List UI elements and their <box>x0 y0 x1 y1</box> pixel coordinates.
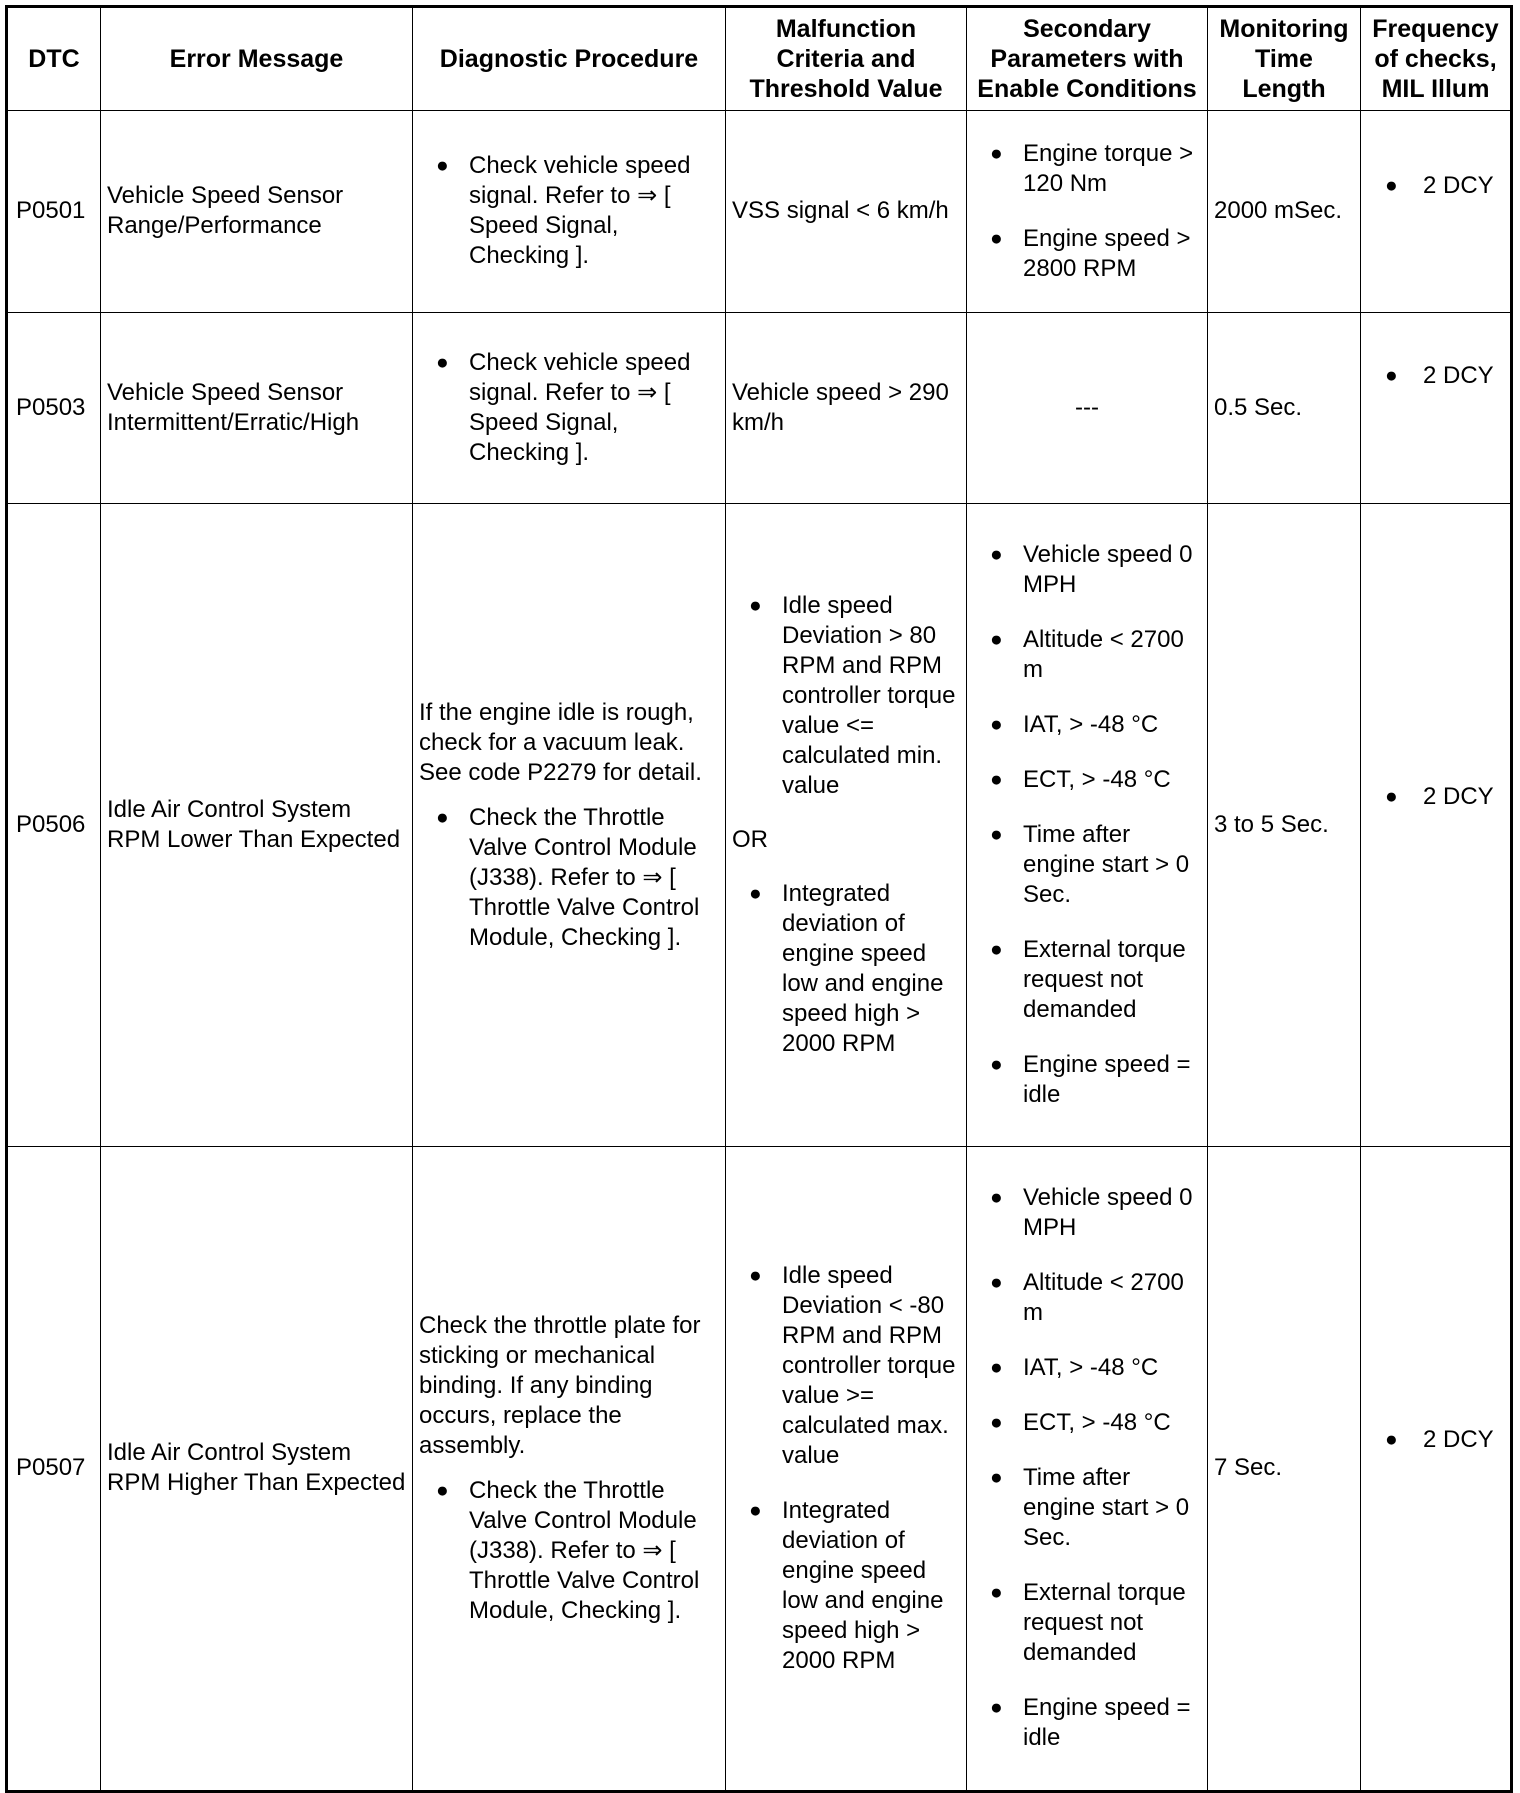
table-row <box>7 1146 1512 1791</box>
criteria-bullet: ● Integrated deviation of engine speed low and engine speed high > 2000 RPM <box>732 879 960 1059</box>
secondary-item: ● Altitude < 2700 m <box>973 1268 1201 1328</box>
criteria-bullet: ● Idle speed Deviation > 80 RPM and RPM controller torque value <= calculated min. value <box>732 591 960 801</box>
monitoring-time: 2000 mSec. <box>1208 111 1361 313</box>
dtc-code: P0503 <box>7 312 101 503</box>
error-message: Vehicle Speed Sensor Range/Performance <box>101 111 413 313</box>
procedure-bullet: ● Check vehicle speed signal. Refer to ⇒ [ Speed Signal, Checking ]. <box>419 348 719 468</box>
dtc-code: P0506 <box>7 504 101 1147</box>
frequency-cell <box>1361 504 1512 1147</box>
diagnostic-procedure <box>413 504 726 1147</box>
dtc-table <box>5 5 1513 1793</box>
secondary-item: ● ECT, > -48 °C <box>973 765 1201 795</box>
secondary-parameters <box>967 111 1208 313</box>
secondary-item: ● ECT, > -48 °C <box>973 1408 1201 1438</box>
table-row <box>7 111 1512 313</box>
diagnostic-procedure <box>413 1146 726 1791</box>
error-message: Idle Air Control System RPM Higher Than Expected <box>101 1146 413 1791</box>
table-row <box>7 312 1512 503</box>
secondary-item: ● Time after engine start > 0 Sec. <box>973 1463 1201 1553</box>
frequency-value: ● 2 DCY <box>1367 782 1494 812</box>
secondary-item: ● External torque request not demanded <box>973 1578 1201 1668</box>
secondary-item: ● Engine torque > 120 Nm <box>973 139 1201 199</box>
secondary-item: ● Engine speed = idle <box>973 1693 1201 1753</box>
malfunction-criteria <box>726 1146 967 1791</box>
criteria-bullet: ● Integrated deviation of engine speed low and engine speed high > 2000 RPM <box>732 1496 960 1676</box>
monitoring-time: 7 Sec. <box>1208 1146 1361 1791</box>
table-row <box>7 504 1512 1147</box>
secondary-item: ● Engine speed > 2800 RPM <box>973 224 1201 284</box>
frequency-value: ● 2 DCY <box>1367 1425 1494 1455</box>
secondary-item: ● IAT, > -48 °C <box>973 1353 1201 1383</box>
procedure-bullet: ● Check vehicle speed signal. Refer to ⇒ [ Speed Signal, Checking ]. <box>419 151 719 271</box>
criteria-joiner: OR <box>732 826 768 853</box>
secondary-item: ● Time after engine start > 0 Sec. <box>973 820 1201 910</box>
error-message: Idle Air Control System RPM Lower Than Expected <box>101 504 413 1147</box>
header-secondary-parameters: Secondary Parameters with Enable Conditions <box>967 7 1208 111</box>
secondary-item: ● Vehicle speed 0 MPH <box>973 540 1201 600</box>
diagnostic-procedure <box>413 312 726 503</box>
secondary-parameters <box>967 1146 1208 1791</box>
procedure-bullet: ● Check the Throttle Valve Control Module (J338). Refer to ⇒ [ Throttle Valve Control Module, Checking ]. <box>419 803 719 953</box>
frequency-cell <box>1361 312 1512 503</box>
procedure-text: If the engine idle is rough, check for a vacuum leak. See code P2279 for detail. <box>419 698 702 786</box>
header-error-message: Error Message <box>101 7 413 111</box>
secondary-item: ● Altitude < 2700 m <box>973 625 1201 685</box>
monitoring-time: 0.5 Sec. <box>1208 312 1361 503</box>
secondary-parameters: --- <box>967 312 1208 503</box>
dtc-code: P0501 <box>7 111 101 313</box>
procedure-text: Check the throttle plate for sticking or mechanical binding. If any binding occurs, replace the assembly. <box>419 1311 701 1459</box>
frequency-cell <box>1361 111 1512 313</box>
malfunction-criteria <box>726 504 967 1147</box>
frequency-value: ● 2 DCY <box>1367 361 1494 391</box>
secondary-item: ● IAT, > -48 °C <box>973 710 1201 740</box>
header-frequency: Frequency of checks, MIL Illum <box>1361 7 1512 111</box>
secondary-item: ● External torque request not demanded <box>973 935 1201 1025</box>
header-malfunction-criteria: Malfunction Criteria and Threshold Value <box>726 7 967 111</box>
monitoring-time: 3 to 5 Sec. <box>1208 504 1361 1147</box>
malfunction-criteria: VSS signal < 6 km/h <box>726 111 967 313</box>
frequency-cell <box>1361 1146 1512 1791</box>
dtc-code: P0507 <box>7 1146 101 1791</box>
header-dtc: DTC <box>7 7 101 111</box>
criteria-bullet: ● Idle speed Deviation < -80 RPM and RPM controller torque value >= calculated max. value <box>732 1261 960 1471</box>
procedure-bullet: ● Check the Throttle Valve Control Module (J338). Refer to ⇒ [ Throttle Valve Control Module, Checking ]. <box>419 1476 719 1626</box>
malfunction-criteria: Vehicle speed > 290 km/h <box>726 312 967 503</box>
secondary-item: ● Vehicle speed 0 MPH <box>973 1183 1201 1243</box>
frequency-value: ● 2 DCY <box>1367 171 1494 201</box>
header-row <box>7 7 1512 111</box>
header-diagnostic-procedure: Diagnostic Procedure <box>413 7 726 111</box>
diagnostic-procedure <box>413 111 726 313</box>
error-message: Vehicle Speed Sensor Intermittent/Erratic/High <box>101 312 413 503</box>
header-monitoring-time: Monitoring Time Length <box>1208 7 1361 111</box>
secondary-parameters <box>967 504 1208 1147</box>
secondary-item: ● Engine speed = idle <box>973 1050 1201 1110</box>
